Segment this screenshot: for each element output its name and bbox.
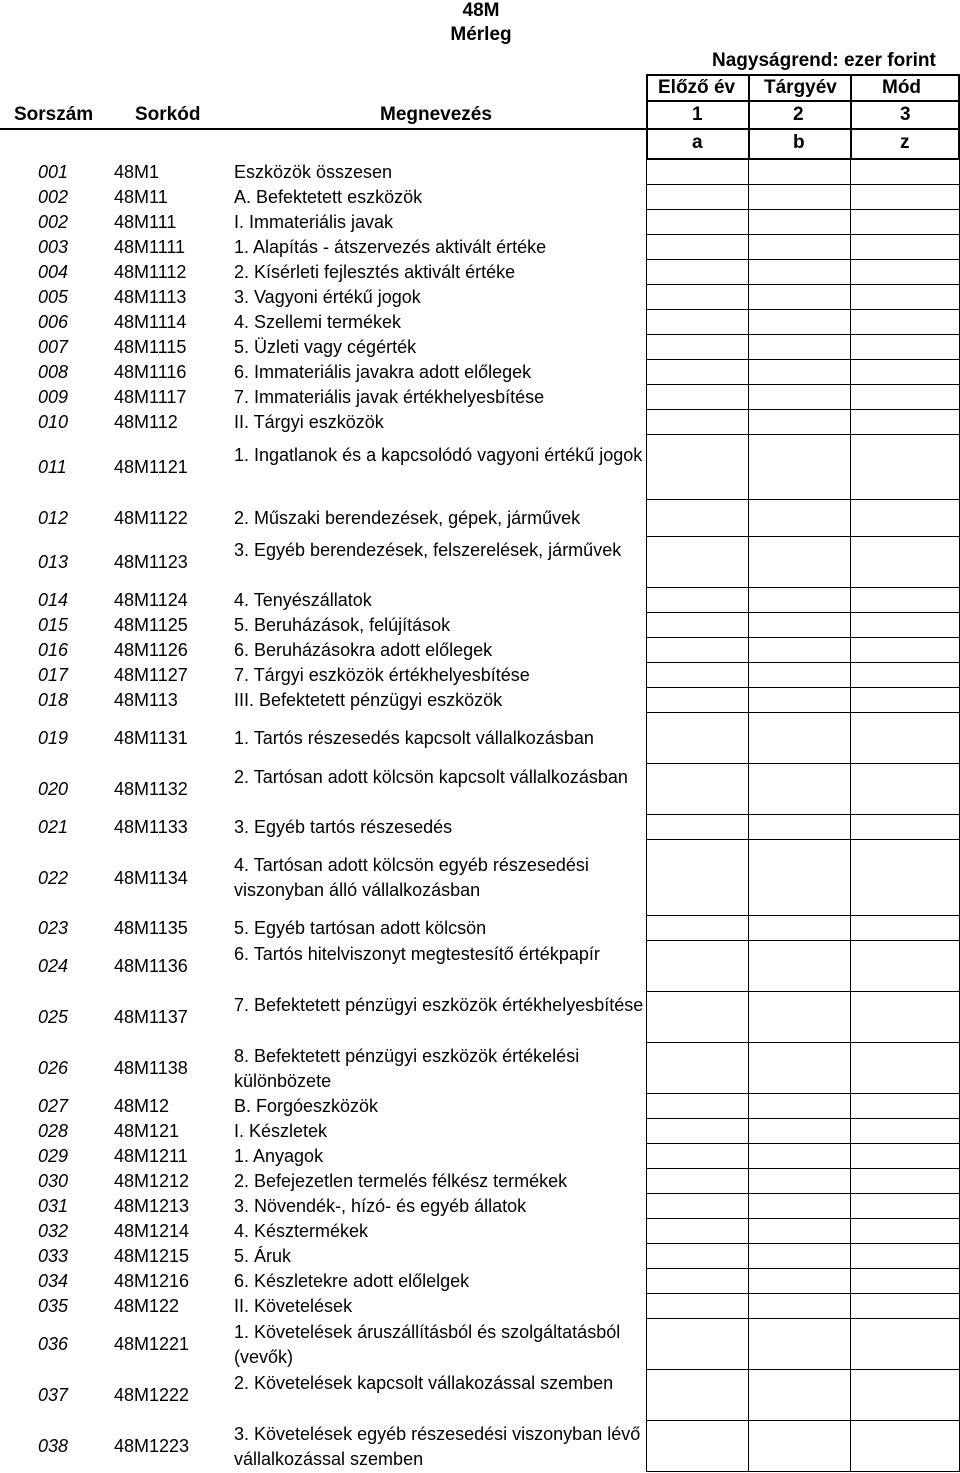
row-code: 48M1223	[114, 1436, 190, 1456]
current-year-value-cell[interactable]	[748, 1169, 850, 1194]
row-code: 48M1138	[114, 1058, 188, 1078]
col-header-current-year: Tárgyév	[764, 77, 837, 98]
current-year-value-cell[interactable]	[748, 310, 850, 335]
row-code: 48M122	[114, 1296, 180, 1316]
table-row	[0, 360, 960, 385]
row-serial: 025	[38, 1007, 69, 1027]
prev-year-value-cell[interactable]	[646, 688, 748, 713]
row-serial: 020	[38, 779, 69, 799]
col-header-serial: Sorszám	[14, 104, 94, 125]
modification-value-cell[interactable]	[850, 335, 960, 360]
row-serial: 009	[38, 387, 69, 407]
current-year-value-cell[interactable]	[748, 160, 850, 185]
row-name: 2. Kísérleti fejlesztés aktivált értéke	[234, 262, 516, 282]
current-year-value-cell[interactable]	[748, 537, 850, 588]
col-header-prev-year: Előző év	[658, 77, 736, 98]
row-code: 48M1131	[114, 728, 188, 748]
row-code: 48M1132	[114, 779, 188, 799]
prev-year-value-cell[interactable]	[646, 335, 748, 360]
row-code: 48M1137	[114, 1007, 188, 1027]
prev-year-value-cell[interactable]	[646, 260, 748, 285]
modification-value-cell[interactable]	[850, 638, 960, 663]
row-serial: 015	[38, 615, 69, 635]
report-title: Mérleg	[450, 24, 512, 45]
col-number-2: 2	[793, 104, 804, 125]
row-serial: 007	[38, 337, 69, 357]
prev-year-value-cell[interactable]	[646, 1244, 748, 1269]
modification-value-cell[interactable]	[850, 1094, 960, 1119]
table-row	[0, 992, 960, 1043]
table-row	[0, 1043, 960, 1094]
row-code: 48M1215	[114, 1246, 190, 1266]
current-year-value-cell[interactable]	[748, 941, 850, 992]
row-code: 48M1214	[114, 1221, 190, 1241]
modification-value-cell[interactable]	[850, 1144, 960, 1169]
modification-value-cell[interactable]	[850, 1119, 960, 1144]
modification-value-cell[interactable]	[850, 588, 960, 613]
current-year-value-cell[interactable]	[748, 185, 850, 210]
row-code: 48M1134	[114, 867, 188, 888]
table-row	[0, 410, 960, 435]
table-row	[0, 160, 960, 185]
row-code: 48M1221	[114, 1334, 190, 1354]
current-year-value-cell[interactable]	[748, 1043, 850, 1094]
row-serial: 028	[38, 1121, 69, 1141]
modification-value-cell[interactable]	[850, 160, 960, 185]
modification-value-cell[interactable]	[850, 1169, 960, 1194]
table-row	[0, 385, 960, 410]
row-serial: 031	[38, 1196, 69, 1216]
row-name: 3. Egyéb tartós részesedés	[234, 817, 453, 837]
table-row	[0, 713, 960, 764]
row-code: 48M1211	[114, 1146, 188, 1166]
row-name: III. Befektetett pénzügyi eszközök	[234, 690, 503, 710]
modification-value-cell[interactable]	[850, 185, 960, 210]
current-year-value-cell[interactable]	[748, 588, 850, 613]
prev-year-value-cell[interactable]	[646, 1144, 748, 1169]
current-year-value-cell[interactable]	[748, 1144, 850, 1169]
row-code: 48M121	[114, 1121, 180, 1141]
row-code: 48M1117	[114, 387, 187, 407]
table-row	[0, 588, 960, 613]
prev-year-value-cell[interactable]	[646, 1370, 748, 1421]
row-name: 4. Késztermékek	[234, 1221, 369, 1241]
row-code: 48M1216	[114, 1271, 190, 1291]
row-code: 48M1126	[114, 640, 188, 660]
current-year-value-cell[interactable]	[748, 235, 850, 260]
prev-year-value-cell[interactable]	[646, 588, 748, 613]
modification-value-cell[interactable]	[850, 688, 960, 713]
row-serial: 003	[38, 237, 69, 257]
table-row	[0, 1269, 960, 1294]
prev-year-value-cell[interactable]	[646, 840, 748, 916]
table-row	[0, 260, 960, 285]
prev-year-value-cell[interactable]	[646, 1269, 748, 1294]
row-name: 3. Növendék-, hízó- és egyéb állatok	[234, 1196, 527, 1216]
row-name: 1. Követelések áruszállításból és szolgáltatásból (vevők)	[234, 1321, 621, 1367]
prev-year-value-cell[interactable]	[646, 764, 748, 815]
col-number-1: 1	[692, 104, 703, 125]
table-row	[0, 435, 960, 500]
current-year-value-cell[interactable]	[748, 500, 850, 537]
prev-year-value-cell[interactable]	[646, 638, 748, 663]
row-code: 48M1213	[114, 1196, 190, 1216]
row-name: 5. Üzleti vagy cégérték	[234, 337, 417, 357]
current-year-value-cell[interactable]	[748, 992, 850, 1043]
prev-year-value-cell[interactable]	[646, 285, 748, 310]
modification-value-cell[interactable]	[850, 235, 960, 260]
table-row	[0, 1244, 960, 1269]
prev-year-value-cell[interactable]	[646, 360, 748, 385]
modification-value-cell[interactable]	[850, 815, 960, 840]
row-name: 2. Műszaki berendezések, gépek, járművek	[234, 508, 581, 528]
current-year-value-cell[interactable]	[748, 713, 850, 764]
modification-value-cell[interactable]	[850, 840, 960, 916]
modification-value-cell[interactable]	[850, 1370, 960, 1421]
table-row	[0, 537, 960, 588]
row-serial: 026	[38, 1058, 69, 1078]
table-row	[0, 815, 960, 840]
table-row	[0, 1294, 960, 1319]
row-serial: 010	[38, 412, 69, 432]
prev-year-value-cell[interactable]	[646, 1094, 748, 1119]
row-code: 48M113	[114, 690, 178, 710]
current-year-value-cell[interactable]	[748, 1194, 850, 1219]
row-serial: 030	[38, 1171, 69, 1191]
current-year-value-cell[interactable]	[748, 1370, 850, 1421]
prev-year-value-cell[interactable]	[646, 713, 748, 764]
modification-value-cell[interactable]	[850, 992, 960, 1043]
row-code: 48M1123	[114, 552, 188, 572]
current-year-value-cell[interactable]	[748, 764, 850, 815]
modification-value-cell[interactable]	[850, 941, 960, 992]
row-code: 48M1122	[114, 508, 188, 528]
row-name: 5. Beruházások, felújítások	[234, 615, 451, 635]
current-year-value-cell[interactable]	[748, 385, 850, 410]
table-row	[0, 210, 960, 235]
row-name: 6. Készletekre adott előlelgek	[234, 1271, 470, 1291]
modification-value-cell[interactable]	[850, 1194, 960, 1219]
row-serial: 023	[38, 918, 69, 938]
modification-value-cell[interactable]	[850, 537, 960, 588]
current-year-value-cell[interactable]	[748, 638, 850, 663]
current-year-value-cell[interactable]	[748, 613, 850, 638]
table-row	[0, 1094, 960, 1119]
row-name: B. Forgóeszközök	[234, 1096, 379, 1116]
prev-year-value-cell[interactable]	[646, 435, 748, 500]
prev-year-value-cell[interactable]	[646, 385, 748, 410]
prev-year-value-cell[interactable]	[646, 1043, 748, 1094]
row-name: 5. Egyéb tartósan adott kölcsön	[234, 918, 487, 938]
table-row	[0, 1319, 960, 1370]
col-letter-z: z	[900, 132, 910, 153]
col-number-3: 3	[900, 104, 911, 125]
modification-value-cell[interactable]	[850, 410, 960, 435]
modification-value-cell[interactable]	[850, 260, 960, 285]
table-row	[0, 941, 960, 992]
row-name: 4. Tenyészállatok	[234, 590, 372, 610]
row-serial: 017	[38, 665, 69, 685]
current-year-value-cell[interactable]	[748, 663, 850, 688]
row-serial: 011	[38, 457, 67, 477]
table-row	[0, 500, 960, 537]
row-serial: 006	[38, 312, 69, 332]
row-serial: 013	[38, 552, 69, 572]
row-name: 6. Immateriális javakra adott előlegek	[234, 362, 532, 382]
row-name: II. Tárgyi eszközök	[234, 412, 384, 432]
table-row	[0, 916, 960, 941]
row-serial: 038	[38, 1436, 69, 1456]
row-name: 2. Követelések kapcsolt vállakozással szemben	[234, 1372, 614, 1393]
row-serial: 016	[38, 640, 69, 660]
current-year-value-cell[interactable]	[748, 1294, 850, 1319]
row-name: A. Befektetett eszközök	[234, 187, 423, 207]
row-name: 1. Alapítás - átszervezés aktivált értéke	[234, 237, 547, 257]
table-row	[0, 1144, 960, 1169]
col-letter-b: b	[793, 132, 805, 153]
table-row	[0, 840, 960, 916]
prev-year-value-cell[interactable]	[646, 1294, 748, 1319]
table-row	[0, 1219, 960, 1244]
row-name: 6. Tartós hitelviszonyt megtestesítő értékpapír	[234, 943, 600, 964]
current-year-value-cell[interactable]	[748, 1244, 850, 1269]
prev-year-value-cell[interactable]	[646, 160, 748, 185]
col-header-mod: Mód	[882, 77, 922, 98]
row-serial: 014	[38, 590, 69, 610]
row-name: 2. Tartósan adott kölcsön kapcsolt vállalkozásban	[234, 766, 628, 787]
row-serial: 019	[38, 728, 69, 748]
row-name: II. Követelések	[234, 1296, 353, 1316]
table-row	[0, 663, 960, 688]
row-code: 48M1112	[114, 262, 187, 282]
row-code: 48M1136	[114, 956, 188, 976]
current-year-value-cell[interactable]	[748, 1094, 850, 1119]
col-header-code: Sorkód	[135, 104, 201, 125]
current-year-value-cell[interactable]	[748, 1269, 850, 1294]
table-row	[0, 310, 960, 335]
modification-value-cell[interactable]	[850, 764, 960, 815]
row-name: 6. Beruházásokra adott előlegek	[234, 640, 493, 660]
row-code: 48M111	[114, 212, 177, 232]
current-year-value-cell[interactable]	[748, 260, 850, 285]
row-code: 48M1116	[114, 362, 187, 382]
current-year-value-cell[interactable]	[748, 916, 850, 941]
modification-value-cell[interactable]	[850, 210, 960, 235]
row-code: 48M1222	[114, 1385, 190, 1405]
prev-year-value-cell[interactable]	[646, 941, 748, 992]
current-year-value-cell[interactable]	[748, 360, 850, 385]
prev-year-value-cell[interactable]	[646, 1219, 748, 1244]
modification-value-cell[interactable]	[850, 1244, 960, 1269]
current-year-value-cell[interactable]	[748, 815, 850, 840]
col-letter-a: a	[692, 132, 703, 153]
prev-year-value-cell[interactable]	[646, 613, 748, 638]
prev-year-value-cell[interactable]	[646, 235, 748, 260]
modification-value-cell[interactable]	[850, 285, 960, 310]
row-serial: 012	[38, 508, 69, 528]
modification-value-cell[interactable]	[850, 1294, 960, 1319]
row-code: 48M112	[114, 412, 178, 432]
prev-year-value-cell[interactable]	[646, 1319, 748, 1370]
prev-year-value-cell[interactable]	[646, 663, 748, 688]
row-serial: 032	[38, 1221, 69, 1241]
row-serial: 022	[38, 867, 69, 888]
table-row	[0, 764, 960, 815]
row-serial: 035	[38, 1296, 69, 1316]
row-name: 7. Immateriális javak értékhelyesbítése	[234, 387, 545, 407]
row-code: 48M1114	[114, 312, 187, 332]
row-code: 48M1115	[114, 337, 187, 357]
row-serial: 033	[38, 1246, 69, 1266]
row-name: 7. Tárgyi eszközök értékhelyesbítése	[234, 665, 530, 685]
table-row	[0, 285, 960, 310]
row-code: 48M1135	[114, 918, 188, 938]
row-serial: 034	[38, 1271, 69, 1291]
report-code: 48M	[462, 0, 500, 21]
prev-year-value-cell[interactable]	[646, 992, 748, 1043]
prev-year-value-cell[interactable]	[646, 815, 748, 840]
modification-value-cell[interactable]	[850, 435, 960, 500]
modification-value-cell[interactable]	[850, 663, 960, 688]
row-serial: 002	[38, 212, 69, 232]
table-row	[0, 1194, 960, 1219]
current-year-value-cell[interactable]	[748, 840, 850, 916]
table-row	[0, 1119, 960, 1144]
row-serial: 001	[38, 162, 69, 182]
current-year-value-cell[interactable]	[748, 1119, 850, 1144]
current-year-value-cell[interactable]	[748, 1319, 850, 1370]
row-serial: 002	[38, 187, 69, 207]
table-row	[0, 638, 960, 663]
current-year-value-cell[interactable]	[748, 335, 850, 360]
row-code: 48M12	[114, 1096, 170, 1116]
table-row	[0, 1169, 960, 1194]
row-name: 3. Vagyoni értékű jogok	[234, 287, 421, 307]
prev-year-value-cell[interactable]	[646, 1421, 748, 1472]
row-serial: 018	[38, 690, 69, 710]
current-year-value-cell[interactable]	[748, 688, 850, 713]
table-row	[0, 335, 960, 360]
modification-value-cell[interactable]	[850, 500, 960, 537]
row-code: 48M1212	[114, 1171, 190, 1191]
row-name: I. Készletek	[234, 1121, 328, 1141]
row-serial: 037	[38, 1385, 69, 1405]
row-name: I. Immateriális javak	[234, 212, 394, 232]
row-serial: 004	[38, 262, 69, 282]
row-code: 48M1	[114, 162, 160, 182]
row-code: 48M11	[114, 187, 168, 207]
modification-value-cell[interactable]	[850, 1269, 960, 1294]
prev-year-value-cell[interactable]	[646, 500, 748, 537]
col-header-name: Megnevezés	[380, 104, 492, 125]
row-serial: 008	[38, 362, 69, 382]
modification-value-cell[interactable]	[850, 385, 960, 410]
current-year-value-cell[interactable]	[748, 1219, 850, 1244]
row-code: 48M1133	[114, 817, 188, 837]
row-code: 48M1124	[114, 590, 188, 610]
row-serial: 029	[38, 1146, 69, 1166]
row-code: 48M1113	[114, 287, 187, 307]
row-name: 3. Követelések egyéb részesedési viszonyban lévő vállalkozással szemben	[234, 1423, 641, 1469]
row-name: 1. Anyagok	[234, 1146, 324, 1166]
row-name: Eszközök összesen	[234, 162, 393, 182]
row-name: 3. Egyéb berendezések, felszerelések, járművek	[234, 539, 622, 560]
table-row	[0, 185, 960, 210]
prev-year-value-cell[interactable]	[646, 185, 748, 210]
modification-value-cell[interactable]	[850, 310, 960, 335]
row-name: 1. Tartós részesedés kapcsolt vállalkozásban	[234, 728, 594, 748]
modification-value-cell[interactable]	[850, 1043, 960, 1094]
modification-value-cell[interactable]	[850, 916, 960, 941]
prev-year-value-cell[interactable]	[646, 1194, 748, 1219]
table-row	[0, 688, 960, 713]
modification-value-cell[interactable]	[850, 360, 960, 385]
row-code: 48M1125	[114, 615, 188, 635]
row-name: 4. Tartósan adott kölcsön egyéb részesedési viszonyban álló vállalkozásban	[234, 855, 589, 900]
row-name: 5. Áruk	[234, 1246, 292, 1266]
row-code: 48M1121	[114, 457, 188, 477]
row-code: 48M1111	[114, 237, 186, 257]
row-serial: 005	[38, 287, 69, 307]
current-year-value-cell[interactable]	[748, 435, 850, 500]
modification-value-cell[interactable]	[850, 1219, 960, 1244]
table-row	[0, 1421, 960, 1472]
current-year-value-cell[interactable]	[748, 1421, 850, 1472]
table-row	[0, 613, 960, 638]
prev-year-value-cell[interactable]	[646, 210, 748, 235]
current-year-value-cell[interactable]	[748, 410, 850, 435]
modification-value-cell[interactable]	[850, 713, 960, 764]
row-name: 1. Ingatlanok és a kapcsolódó vagyoni értékű jogok	[234, 444, 643, 465]
modification-value-cell[interactable]	[850, 613, 960, 638]
prev-year-value-cell[interactable]	[646, 537, 748, 588]
row-name: 8. Befektetett pénzügyi eszközök értékelési különbözete	[234, 1045, 580, 1091]
prev-year-value-cell[interactable]	[646, 410, 748, 435]
current-year-value-cell[interactable]	[748, 285, 850, 310]
row-serial: 024	[38, 956, 69, 976]
prev-year-value-cell[interactable]	[646, 310, 748, 335]
row-code: 48M1127	[114, 665, 188, 685]
row-serial: 027	[38, 1096, 69, 1116]
prev-year-value-cell[interactable]	[646, 1119, 748, 1144]
modification-value-cell[interactable]	[850, 1319, 960, 1370]
magnitude-label: Nagyságrend: ezer forint	[712, 50, 936, 71]
row-serial: 021	[38, 817, 69, 837]
row-name: 2. Befejezetlen termelés félkész termékek	[234, 1171, 568, 1191]
row-serial: 036	[38, 1334, 69, 1354]
table-row	[0, 1370, 960, 1421]
row-name: 7. Befektetett pénzügyi eszközök értékhelyesbítése	[234, 994, 644, 1015]
current-year-value-cell[interactable]	[748, 210, 850, 235]
modification-value-cell[interactable]	[850, 1421, 960, 1472]
prev-year-value-cell[interactable]	[646, 916, 748, 941]
prev-year-value-cell[interactable]	[646, 1169, 748, 1194]
row-name: 4. Szellemi termékek	[234, 312, 402, 332]
table-row	[0, 235, 960, 260]
